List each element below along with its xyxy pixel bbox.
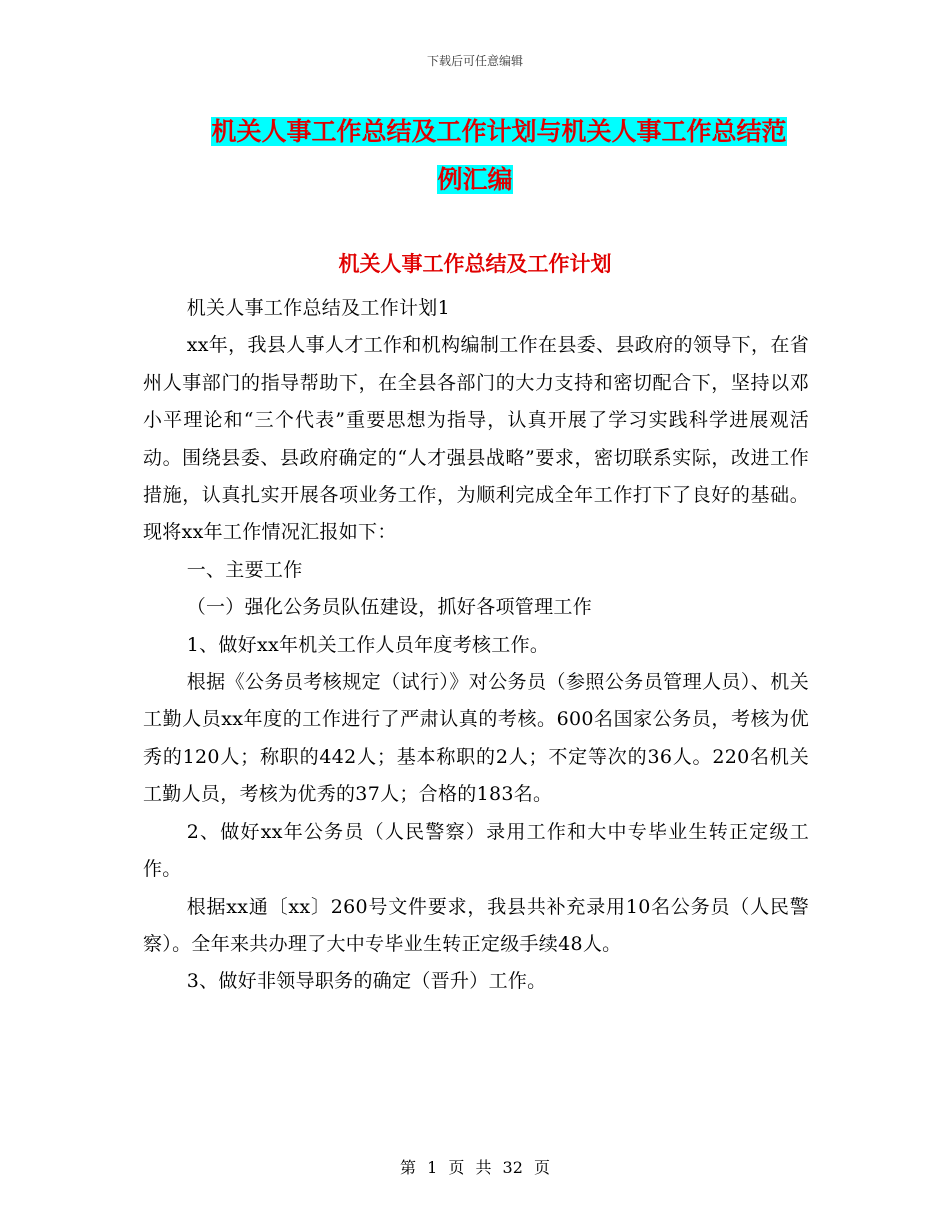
paragraph: 一、主要工作 xyxy=(186,558,303,581)
paragraph: 2、做好xx年公务员（人民警察）录用工作和大中专毕业生转正定级工作。 xyxy=(143,820,809,881)
paragraph: （一）强化公务员队伍建设，抓好各项管理工作 xyxy=(186,596,592,619)
section-title: 机关人事工作总结及工作计划 xyxy=(338,252,612,276)
paragraph: 1、做好xx年机关工作人员年度考核工作。 xyxy=(186,633,550,656)
document-title xyxy=(0,108,950,204)
paragraph: xx年，我县人事人才工作和机构编制工作在县委、县政府的领导下，在省州人事部门的指导帮助下，在全县各部门的大力支持和密切配合下，坚持以邓小平理论和“三个代表”重要思想为指导，认真开展了学习实践科学进展观活动。围绕县委、县政府确定的“人才强县战略”要求，密切联系实际，改进工作措施，认真扎实开展各项业务工作，为顺利完成全年工作打下了良好的基础。现将xx年工作情况汇报如下： xyxy=(143,334,809,544)
paragraph: 根据《公务员考核规定（试行）》对公务员（参照公务员管理人员）、机关工勤人员xx年度的工作进行了严肃认真的考核。600名国家公务员，考核为优秀的120人；称职的442人；基本称职的2人；不定等次的36人。220名机关工勤人员，考核为优秀的37人；合格的183名。 xyxy=(143,671,809,806)
title-line-1: 机关人事工作总结及工作计划与机关人事工作总结范 xyxy=(211,117,787,146)
header-note: 下载后可任意编辑 xyxy=(426,54,523,68)
title-line-2: 例汇编 xyxy=(437,165,513,194)
page-number-footer: 第 1 页 共 32 页 xyxy=(400,1158,550,1177)
paragraph: 机关人事工作总结及工作计划1 xyxy=(186,297,450,319)
paragraph: 3、做好非领导职务的确定（晋升）工作。 xyxy=(186,970,547,993)
document-body xyxy=(143,290,809,1001)
paragraph: 根据xx通〔xx〕260号文件要求，我县共补充录用10名公务员（人民警察）。全年来共办理了大中专毕业生转正定级手续48人。 xyxy=(143,895,809,955)
